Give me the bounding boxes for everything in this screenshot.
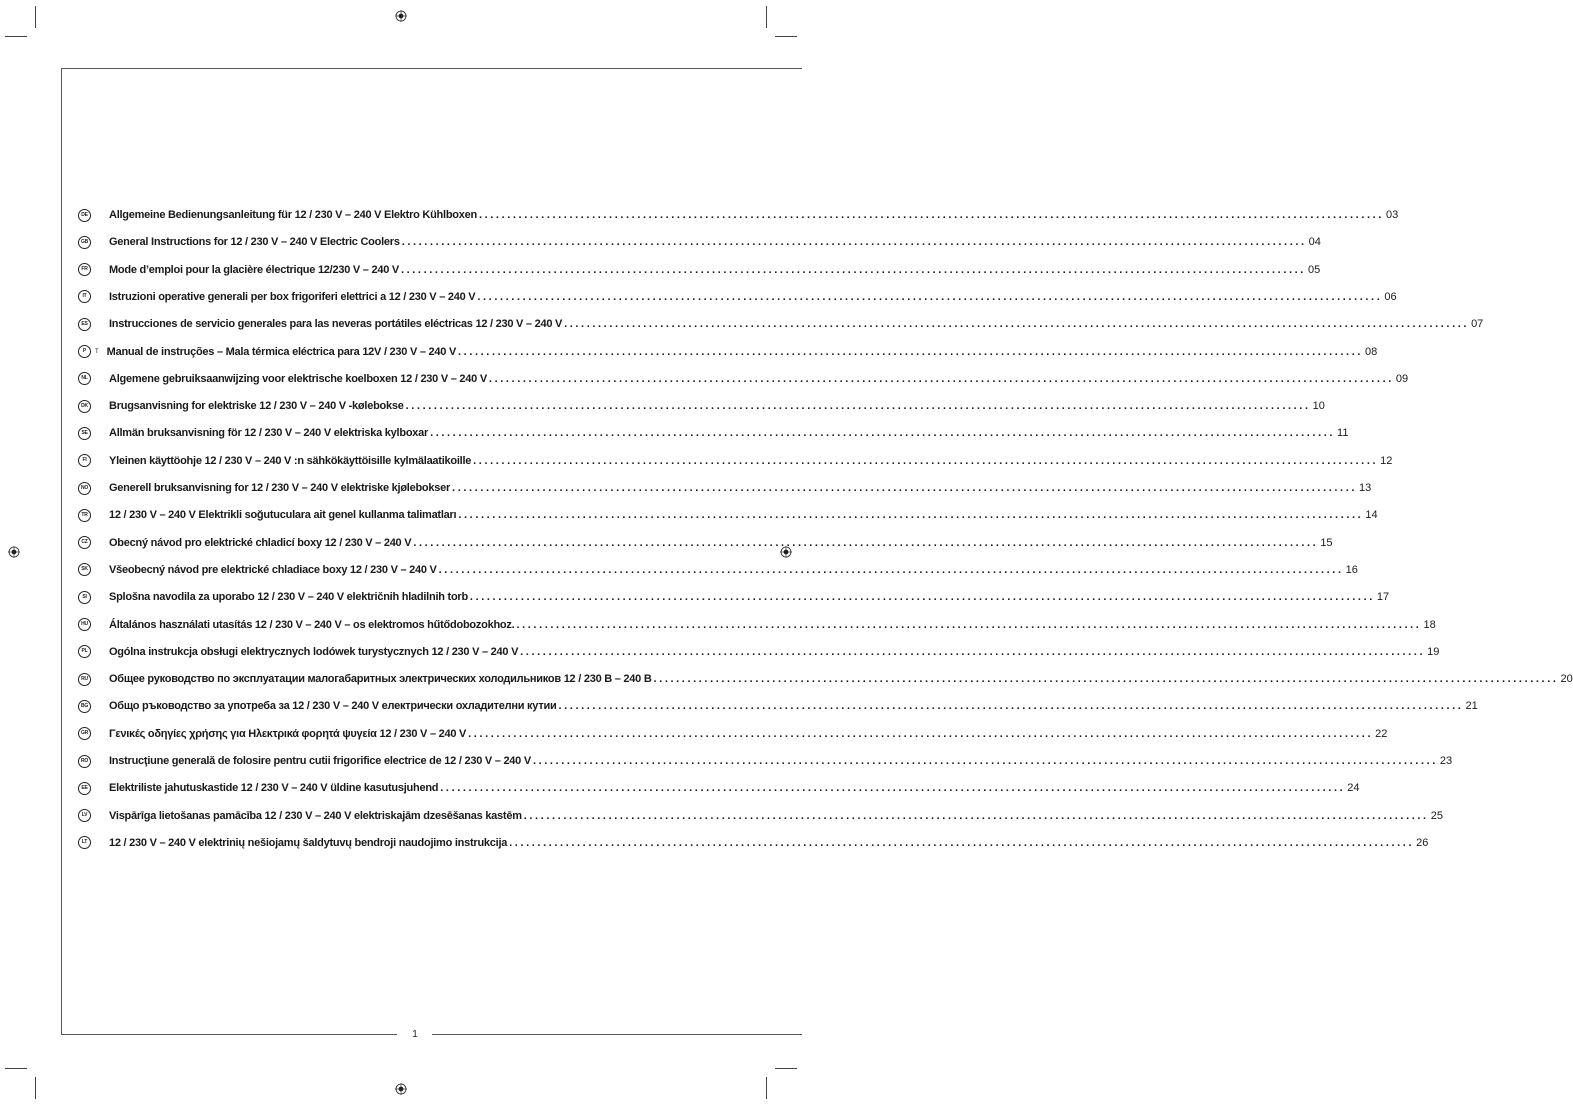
toc-entry-title: Общо ръководство за употреба за 12 / 230 V – 240 V електрически охладителни кутии — [109, 700, 557, 713]
toc-page-number: 03 — [1385, 209, 1399, 221]
dot-leader: ................................................................................................................................................................ — [430, 427, 1336, 440]
language-code-badge: P — [78, 345, 91, 358]
toc-entry[interactable] — [78, 726, 1388, 742]
toc-entry-title: 12 / 230 V – 240 V Elektrikli soğutuculara ait genel kullanma talimatları — [109, 509, 457, 522]
language-code-badge: FI — [78, 454, 91, 467]
toc-entry-line — [109, 318, 1483, 330]
toc-page-number: 09 — [1395, 372, 1409, 385]
toc-entry-title: Γενικές οδηγίες χρήσης για Ηλεκτρικά φορητά ψυγεία 12 / 230 V – 240 V — [109, 727, 467, 740]
toc-entry[interactable] — [78, 289, 1397, 305]
dot-leader: ................................................................................................................................................................ — [564, 318, 1470, 331]
language-code-badge: EE — [78, 782, 91, 795]
language-code-badge: FR — [78, 263, 91, 276]
toc-entry-line — [109, 264, 1320, 276]
toc-page-number: 25 — [1430, 809, 1443, 822]
toc-entry-title: Yleinen käyttöohje 12 / 230 V – 240 V :n sähkökäyttöisille kylmälaatikoille — [109, 454, 472, 467]
toc-page-number: 11 — [1337, 427, 1349, 440]
page-number: 1 — [412, 1029, 418, 1040]
toc-entry[interactable] — [78, 480, 1372, 496]
toc-entry-line — [109, 591, 1389, 603]
dot-leader: ................................................................................................................................................................ — [473, 454, 1379, 467]
toc-entry-line — [109, 700, 1478, 712]
toc-entry-line — [109, 564, 1358, 576]
toc-entry-title: Algemene gebruiksaanwijzing voor elektrische koelboxen 12 / 230 V – 240 V — [109, 372, 487, 385]
toc-entry-title: Všeobecný návod pre elektrické chladiace boxy 12 / 230 V – 240 V — [109, 563, 437, 576]
toc-entry[interactable] — [78, 316, 1484, 332]
language-code-badge: SK — [78, 563, 91, 576]
language-code-badge: DK — [78, 400, 91, 413]
toc-page-number: 23 — [1439, 755, 1453, 767]
toc-entry-line — [109, 619, 1436, 631]
language-code-badge: HU — [78, 618, 91, 631]
toc-page-number: 21 — [1465, 700, 1478, 713]
toc-page-number: 13 — [1359, 482, 1372, 494]
toc-entry[interactable] — [78, 234, 1321, 250]
dot-leader: ................................................................................................................................................................ — [458, 345, 1364, 358]
toc-entry[interactable] — [78, 835, 1429, 851]
dot-leader: ................................................................................................................................................................ — [440, 782, 1346, 795]
toc-page-number: 10 — [1312, 400, 1325, 413]
toc-entry-line — [109, 427, 1348, 439]
toc-page-number: 14 — [1365, 509, 1378, 522]
toc-entry-title: Instrucţiune generală de folosire pentru cutii frigorifice electrice de 12 / 230 V – 240 V — [109, 755, 531, 767]
toc-entry-line — [109, 755, 1452, 767]
toc-entry-line — [109, 673, 1573, 685]
toc-page-number: 17 — [1376, 591, 1390, 604]
toc-page-number: 04 — [1308, 236, 1321, 249]
dot-leader: ................................................................................................................................................................ — [523, 809, 1429, 822]
toc-entry-title: Brugsanvisning for elektriske 12 / 230 V – 240 V -kølebokse — [109, 400, 404, 413]
toc-entry-title: Vispārīga lietošanas pamācība 12 / 230 V – 240 V elektriskajām dzesēšanas kastēm — [109, 809, 522, 822]
toc-entry[interactable] — [78, 644, 1440, 660]
language-code-badge: SI — [78, 591, 91, 604]
toc-entry-title: Общее руководство по эксплуатации малогабаритных электрических холодильников 12 / 230 В – 240 В — [109, 673, 652, 686]
dot-leader: ................................................................................................................................................................ — [516, 618, 1422, 631]
language-code-badge: ES — [78, 318, 91, 331]
dot-leader: ................................................................................................................................................................ — [653, 673, 1559, 686]
toc-entry-line — [109, 209, 1398, 221]
toc-entry-line — [109, 782, 1360, 794]
language-code-badge: GB — [78, 236, 91, 249]
toc-entry-line — [109, 373, 1408, 385]
language-code-badge: LT — [78, 836, 91, 849]
toc-entry[interactable] — [78, 698, 1478, 714]
toc-page-number: 05 — [1307, 263, 1321, 276]
dot-leader: ................................................................................................................................................................ — [520, 645, 1426, 658]
dot-leader: ................................................................................................................................................................ — [458, 509, 1364, 522]
toc-entry-title: Allgemeine Bedienungsanleitung für 12 / 230 V – 240 V Elektro Kühlboxen — [109, 209, 477, 221]
language-code-badge: LV — [78, 809, 91, 822]
toc-entry-title: Instrucciones de servicio generales para las neveras portátiles eléctricas 12 / 230 V – 240 V — [109, 318, 563, 331]
toc-page-number: 22 — [1375, 727, 1388, 740]
dot-leader: ................................................................................................................................................................ — [452, 482, 1358, 494]
toc-entry[interactable] — [78, 344, 1378, 360]
toc-page-number: 15 — [1320, 536, 1333, 549]
dot-leader: ................................................................................................................................................................ — [477, 290, 1383, 303]
toc-entry-line — [109, 291, 1397, 303]
language-code-badge: TR — [78, 509, 91, 522]
toc-entry[interactable] — [78, 808, 1443, 824]
toc-page-number: 07 — [1471, 318, 1484, 331]
language-code-badge: PL — [78, 645, 91, 658]
toc-entry[interactable] — [78, 262, 1321, 278]
toc-entry-line — [109, 400, 1325, 412]
toc-entry[interactable] — [78, 671, 1573, 687]
toc-page-number: 06 — [1384, 290, 1397, 303]
toc-entry[interactable] — [78, 453, 1393, 469]
toc-entry[interactable] — [78, 425, 1349, 441]
toc-entry-title: Mode d’emploi pour la glacière électrique 12/230 V – 240 V — [109, 263, 399, 276]
dot-leader: ................................................................................................................................................................ — [401, 236, 1307, 249]
toc-entry-line — [109, 537, 1333, 549]
toc-entry-title: Generell bruksanvisning for 12 / 230 V – 240 V elektriske kjølebokser — [109, 482, 451, 494]
toc-page-number: 08 — [1365, 345, 1378, 358]
toc-entry-title: Splošna navodila za uporabo 12 / 230 V – 240 V električnih hladilnih torb — [109, 591, 468, 604]
dot-leader: ................................................................................................................................................................ — [478, 209, 1384, 221]
dot-leader: ................................................................................................................................................................ — [558, 700, 1464, 713]
dot-leader: ................................................................................................................................................................ — [438, 563, 1344, 576]
language-code-badge: NL — [78, 372, 91, 385]
toc-entry[interactable] — [78, 562, 1358, 578]
dot-leader: ................................................................................................................................................................ — [405, 400, 1311, 413]
toc-entry[interactable] — [78, 617, 1436, 633]
toc-entry[interactable] — [78, 507, 1378, 523]
language-code-badge: RU — [78, 673, 91, 686]
language-code-badge: SE — [78, 427, 91, 440]
toc-entry-title: 12 / 230 V – 240 V elektrinių nešiojamų šaldytuvų bendroji naudojimo instrukcija — [109, 836, 508, 849]
dot-leader: ................................................................................................................................................................ — [400, 263, 1306, 276]
dot-leader: ................................................................................................................................................................ — [468, 727, 1374, 740]
toc-entry[interactable] — [78, 207, 1399, 223]
language-code-badge: CZ — [78, 536, 91, 549]
toc-entry-title: Istruzioni operative generali per box frigoriferi elettrici a 12 / 230 V – 240 V — [109, 290, 476, 303]
toc-entry-title: Ogólna instrukcja obsługi elektrycznych lodówek turystycznych 12 / 230 V – 240 V — [109, 645, 519, 658]
toc-entry[interactable] — [78, 371, 1409, 387]
language-code-badge: BG — [78, 700, 91, 713]
toc-entry-title: Elektriliste jahutuskastide 12 / 230 V – 240 V üldine kasutusjuhend — [109, 782, 439, 795]
toc-entry-line — [109, 810, 1443, 822]
dot-leader: ................................................................................................................................................................ — [469, 591, 1375, 604]
toc-entry-line — [109, 482, 1371, 494]
toc-entry-line — [109, 509, 1378, 521]
language-code-badge: IT — [78, 290, 91, 303]
toc-entry[interactable] — [78, 398, 1325, 414]
toc-entry-title: Obecný návod pro elektrické chladicí boxy 12 / 230 V – 240 V — [109, 536, 412, 549]
toc-page-number: 19 — [1427, 645, 1440, 658]
toc-entry-line — [109, 728, 1387, 740]
toc-entry-line — [109, 646, 1439, 658]
language-code-badge: NO — [78, 482, 91, 495]
dot-leader: ................................................................................................................................................................ — [413, 536, 1319, 549]
toc-page-number: 16 — [1345, 563, 1358, 576]
dot-leader: ................................................................................................................................................................ — [509, 836, 1415, 849]
language-code-badge: DE — [78, 209, 91, 222]
toc-entry[interactable] — [78, 535, 1333, 551]
toc-entry[interactable] — [78, 780, 1360, 796]
toc-entry-title: Általános használati utasítás 12 / 230 V – 240 V – os elektromos hűtődobozokhoz. — [109, 618, 515, 631]
toc-entry-title: Allmän bruksanvisning för 12 / 230 V – 240 V elektriska kylboxar — [109, 427, 429, 440]
toc-entry-line — [107, 346, 1378, 358]
toc-entry[interactable] — [78, 753, 1453, 769]
language-code-badge: RO — [78, 755, 91, 768]
dot-leader: ................................................................................................................................................................ — [488, 372, 1394, 385]
toc-page-number: 26 — [1416, 836, 1429, 849]
toc-page-number: 12 — [1380, 454, 1393, 467]
toc-page-number: 18 — [1423, 618, 1436, 631]
language-code-suffix: T — [95, 348, 99, 355]
toc-entry-line — [109, 236, 1321, 248]
toc-entry-line — [109, 455, 1392, 467]
dot-leader: ................................................................................................................................................................ — [532, 755, 1438, 767]
toc-page-number: 24 — [1347, 782, 1360, 795]
language-code-badge: GR — [78, 727, 91, 740]
toc-entry-title: Manual de instruções – Mala térmica eléctrica para 12V / 230 V – 240 V — [106, 345, 457, 358]
toc-entry[interactable] — [78, 589, 1390, 605]
toc-page-number: 20 — [1560, 673, 1573, 686]
toc-entry-line — [109, 837, 1428, 849]
toc-entry-title: General Instructions for 12 / 230 V – 240 V Electric Coolers — [109, 236, 400, 249]
